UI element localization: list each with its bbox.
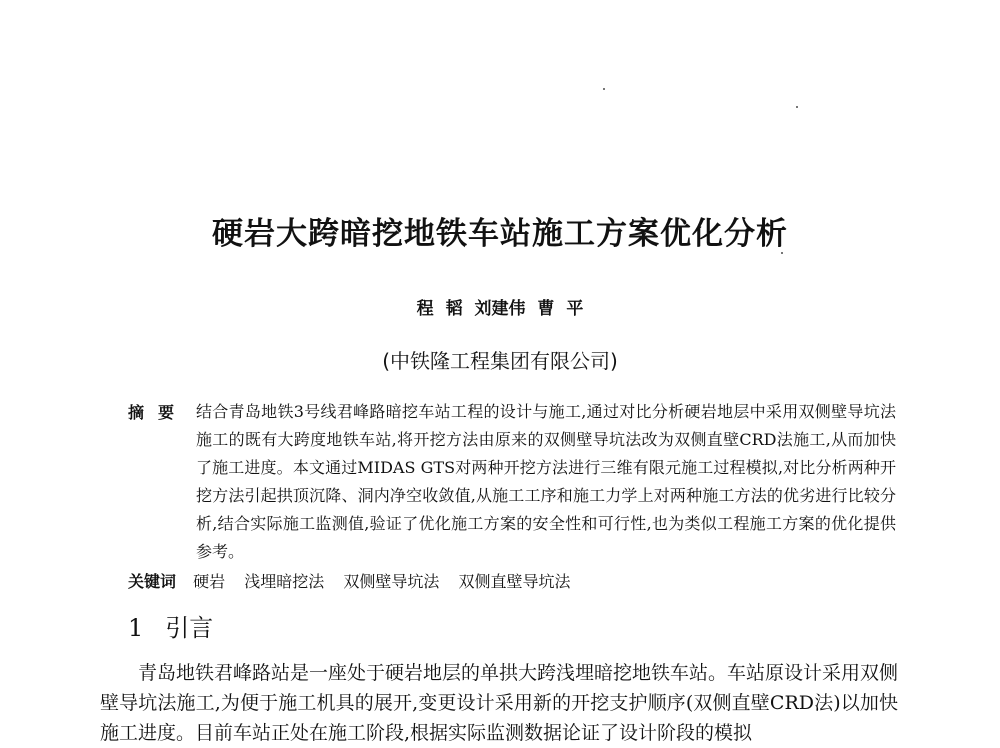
keyword: 双侧直壁导坑法	[458, 572, 571, 591]
authors: 程 韬 刘建伟 曹 平	[416, 299, 584, 319]
section-title: 引言	[165, 614, 214, 642]
abstract-text: 结合青岛地铁3号线君峰路暗挖车站工程的设计与施工,通过对比分析硬岩地层中采用双侧壁导坑法施工的既有大跨度地铁车站,将开挖方法由原来的双侧壁导坑法改为双侧直壁CRD法施工,从而加快了施工进度。本文通过MIDAS GTS对两种开挖方法进行三维有限元施工过程模拟,对比分析两种开挖方法引起拱顶沉降、洞内净空收敛值,从施工工序和施工力学上对两种施工方法的优劣进行比较分析,结合实际施工监测值,验证了优化施工方案的安全性和可行性,也为类似工程施工方案的优化提供参考。	[196, 402, 896, 561]
section-heading	[128, 608, 213, 643]
affiliation: (中铁隆工程集团有限公司)	[382, 349, 618, 373]
scan-speck	[781, 252, 783, 254]
paper-title: 硬岩大跨暗挖地铁车站施工方案优化分析	[212, 216, 788, 252]
keyword: 浅埋暗挖法	[244, 572, 325, 591]
keyword: 双侧壁导坑法	[343, 572, 440, 591]
scan-speck	[796, 106, 798, 108]
abstract-label: 摘要	[128, 403, 189, 422]
scan-speck	[603, 88, 605, 90]
keywords-label: 关键词	[128, 572, 177, 591]
keywords	[128, 569, 584, 592]
keyword: 硬岩	[193, 572, 226, 591]
section-number: 1	[128, 614, 144, 642]
section-body-text: 青岛地铁君峰路站是一座处于硬岩地层的单拱大跨浅埋暗挖地铁车站。车站原设计采用双侧壁导坑法施工,为便于施工机具的展开,变更设计采用新的开挖支护顺序(双侧直壁CRD法)以加快施工进度。目前车站正处在施工阶段,根据实际监测数据论证了设计阶段的模拟	[100, 662, 899, 744]
